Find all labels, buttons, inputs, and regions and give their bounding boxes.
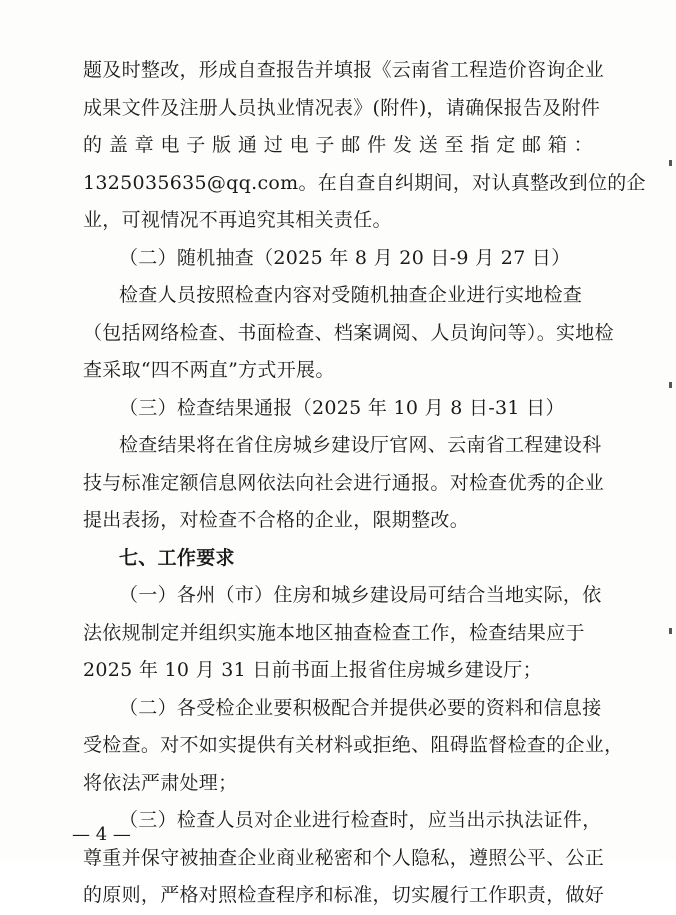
section-subheading: （三）检查结果通报（2025 年 10 月 8 日-31 日）: [119, 396, 565, 419]
body-text-line: 尊重并保守被抽查企业商业秘密和个人隐私，遵照公平、公正: [83, 846, 605, 869]
body-text-line: 法依规制定并组织实施本地区抽查检查工作，检查结果应于: [83, 621, 585, 644]
body-text-line: 检查结果将在省住房城乡建设厅官网、云南省工程建设科: [119, 434, 602, 456]
body-text-line: 1325035635@qq.com。在自查自纠期间，对认真整改到位的企: [83, 171, 646, 194]
body-text-line: （包括网络检查、书面检查、档案调阅、人员询问等）。实地检: [83, 321, 614, 344]
body-text-line: 受检查。对不如实提供有关材料或拒绝、阻碍监督检查的企业，: [83, 734, 624, 756]
body-text-line: 技与标准定额信息网依法向社会进行通报。对检查优秀的企业: [83, 471, 605, 494]
body-text-line: （三）检查人员对企业进行检查时，应当出示执法证件，: [119, 809, 602, 831]
body-text-line: 的原则，严格对照检查程序和标准，切实履行工作职责，做好: [83, 884, 605, 906]
body-text-line: 2025 年 10 月 31 日前书面上报省住房城乡建设厅；: [83, 659, 542, 681]
body-text-line: 检查人员按照检查内容对受随机抽查企业进行实地检查: [119, 284, 583, 306]
body-text-line: 题及时整改，形成自查报告并填报《云南省工程造价咨询企业: [83, 59, 605, 81]
body-text-line: 查采取“四不两直”方式开展。: [83, 359, 335, 381]
body-text-line: （一）各州（市）住房和城乡建设局可结合当地实际，依: [119, 584, 602, 606]
scan-edge-mark: [669, 160, 672, 166]
section-subheading: （二）随机抽查（2025 年 8 月 20 日-9 月 27 日）: [119, 246, 571, 269]
scan-edge-mark: [669, 382, 672, 388]
section-heading: 七、工作要求: [119, 546, 235, 569]
body-text-line: 将依法严肃处理；: [83, 771, 238, 794]
body-text-line: 提出表扬，对检查不合格的企业，限期整改。: [83, 509, 470, 531]
body-text-line: 业，可视情况不再追究其相关责任。: [83, 209, 392, 231]
page-number: — 4 —: [72, 824, 131, 845]
body-text-line: （二）各受检企业要积极配合并提供必要的资料和信息接: [119, 696, 602, 719]
body-text-line: 的盖章电子版通过电子邮件发送至指定邮箱：: [83, 134, 593, 156]
scan-edge-mark: [669, 628, 672, 634]
body-text-line: 成果文件及注册人员执业情况表》(附件)，请确保报告及附件: [83, 96, 601, 119]
